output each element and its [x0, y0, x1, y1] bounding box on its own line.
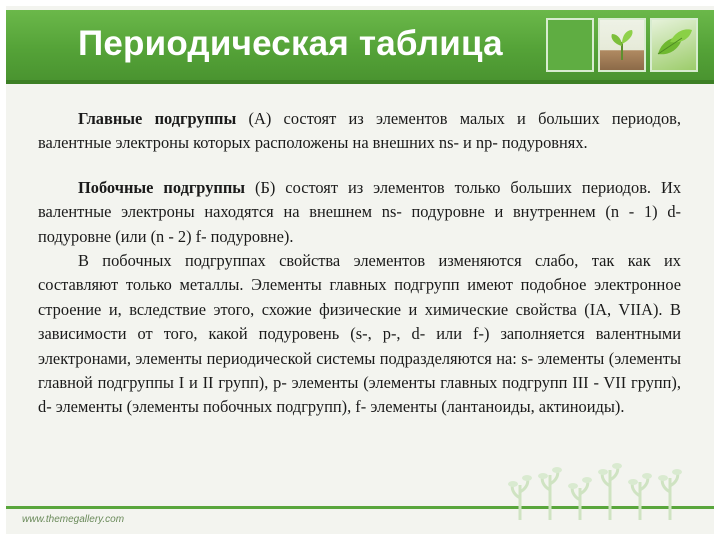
paragraph-text: (А) состоят из элементов малых и больших периодов, валентные электроны которых расположены на внешних ns- и np- подуровнях.	[38, 109, 681, 153]
term-side-subgroups: Побочные подгруппы	[78, 177, 246, 197]
paragraph-element-classification	[38, 249, 681, 420]
sprout-icon	[600, 20, 644, 70]
decor-thumbnail-blank	[546, 18, 594, 72]
slide-body	[38, 107, 681, 420]
paragraph-text: В побочных подгруппах свойства элементов изменяются слабо, так как их составляют только металлы. Элементы главных подгрупп имеют подобное электронное строение и, вследствие этого, схожие физические и химические свойства (IA, VIIA). В зависимости от того, какой подуровень (s-, p-, d- или f-) заполняется валентными электронами, элементы периодической системы подразделяются на: s- элементы (элементы главной подгруппы I и II групп), p- элементы (элементы главных подгрупп III - VII групп), d- элементы (элементы побочных подгрупп), f- элементы (лантаноиды, актиноиды).	[38, 251, 681, 417]
header-divider	[6, 80, 714, 84]
paragraph-main-subgroups	[38, 107, 681, 156]
decor-plants-icon	[505, 460, 705, 520]
paragraph-text: (Б) состоят из элементов только больших периодов. Их валентные электроны находятся на внешнем ns- подуровне и внутреннем (n - 1) d- подуровне (или (n - 2) f- подуровне).	[38, 177, 682, 246]
decor-thumbnail-leaves	[650, 18, 698, 72]
leaf-icon	[652, 20, 696, 70]
page-title: Периодическая таблица	[78, 24, 503, 63]
term-main-subgroups: Главные подгруппы	[78, 109, 237, 128]
decor-thumbnail-sprout	[598, 18, 646, 72]
paragraph-side-subgroups	[38, 176, 681, 249]
footer-url: www.themegallery.com	[22, 514, 125, 525]
